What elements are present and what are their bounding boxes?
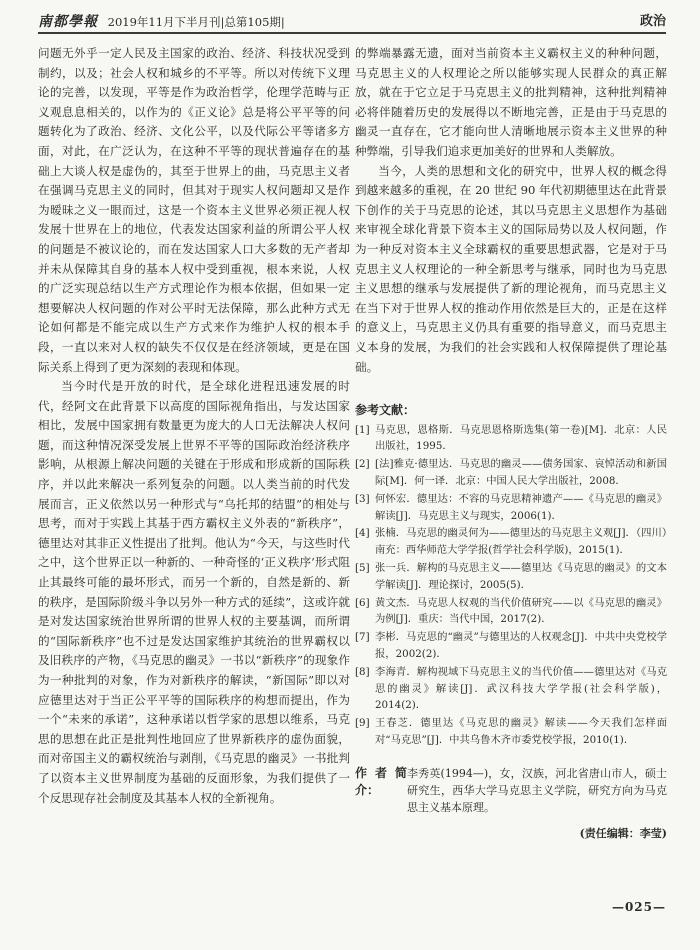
author-text: 李秀英(1994—)，女，汉族，河北省唐山市人，硕士研究生，西华大学马克思主义学院，研究方向为马克思主义基本原理。 (407, 766, 667, 814)
page-number: —025— (611, 900, 666, 914)
issue-info: 2019年11月下半月刊|总第105期| (107, 15, 285, 29)
reference-number: [3] (355, 492, 370, 505)
left-column (38, 44, 350, 889)
reference-text: 李彬．马克思的“幽灵”与德里达的人权观念[J]．中共中央党校学报，2002(2)． (375, 631, 667, 661)
reference-number: [7] (355, 631, 370, 644)
reference-text: [法]雅克·德里达．马克思的幽灵——债务国家、哀悼活动和新国际[M]．何一译．北京：中国人民大学出版社，2008． (375, 458, 667, 488)
reference-item (355, 664, 667, 714)
reference-item (355, 560, 667, 594)
reference-item (355, 491, 667, 525)
reference-number: [6] (355, 596, 370, 609)
reference-item (355, 629, 667, 663)
reference-text: 张一兵．解构的马克思主义——德里达《马克思的幽灵》的文本学解读[J]．理论探讨，2005(5)． (375, 562, 667, 591)
reference-item (355, 715, 667, 749)
reference-item (355, 525, 667, 559)
editor-note: (责任编辑：李莹) (579, 826, 667, 840)
section-label: 政治 (639, 14, 666, 29)
reference-text: 黄文杰．马克思人权观的当代价值研究——以《马克思的幽灵》为例[J]．重庆：当代中国，2017(2)． (375, 596, 667, 626)
reference-list (355, 422, 667, 749)
references-title: 参考文献： (355, 403, 416, 418)
author-label: 作者简介： (355, 765, 407, 797)
author-bio (355, 765, 667, 816)
reference-number: [5] (355, 562, 370, 575)
reference-text: 何怀宏．德里达：不容的马克思精神遗产——《马克思的幽灵》解读[J]．马克思主义与现实，2006(1)． (375, 492, 667, 522)
journal-logo: 南都學報 (38, 14, 98, 30)
right-paragraph-2: 当今，人类的思想和文化的研究中，世界人权的概念得到越来越多的重视，在 20 世纪 90 年代初期德里达在此背景下创作的关于马克思的论述，其以马克思主义思想作为基础来审视全球化背景下资本主义的国际局势以及人权问题，作为一种反对资本主义全球霸权的重要思想武器，它是对于马克思主义人权理论的一种全新思考与继承，同时也为马克思主义思想的继承与发展提供了新的理论视角，而马克思主义在当下对于世界人权的推动作用依然是巨大的，正是在这样的意义上，马克思主义仍具有重要的指导意义，而马克思主义本身的发展，为我们的社会实践和人权保障提供了理论基础。 (355, 163, 667, 374)
reference-text: 马克思，恩格斯．马克思恩格斯选集(第一卷)[M]．北京：人民出版社，1995． (375, 423, 667, 453)
right-paragraph-1: 的弊端暴露无遗，面对当前资本主义霸权主义的种种问题，马克思主义的人权理论之所以能够实现人民群众的真正解放，就在于它立足于马克思主义的批判精神，这种批判精神必将伴随着历史的发展得以不断地完善，正是由于马克思的幽灵一直存在，它才能向世人清晰地展示资本主义世界的种种弊端，引导我们追求更加美好的世界和人类解放。 (355, 46, 667, 158)
page-header (38, 12, 666, 34)
reference-number: [2] (355, 458, 370, 471)
reference-text: 王春芝．德里达《马克思的幽灵》解读——今天我们怎样面对“马克思”[J]．中共乌鲁木齐市委党校学报，2010(1)． (375, 717, 667, 747)
reference-number: [4] (355, 527, 370, 540)
reference-item (355, 595, 667, 629)
reference-number: [1] (355, 423, 370, 436)
left-paragraph-2: 当今时代是开放的时代，是全球化进程迅速发展的时代，经阿文在此背景下以高度的国际视角指出，与发达国家相比，发展中国家拥有数量更为庞大的人口无法解决人权问题，而这种情况深受发展上世界不平等的国际政治经济秩序影响，从根源上解决问题的关键在于形成和形成新的国际秩序，并以此来解决一系列复杂的问题。以人类当前的时代发展而言，正义依然以另一种形式与“乌托邦的结盟”的相处与思考，而对于实践上其基于西方霸权主义外表的“新秩序”，德里达对其非正义性提出了批判。他认为“今天，与这些时代之中，这个世界正以一种新的、一种奇怪的‘正义秩序’形式阻止其最终可能的最坏形式，而另一个新的，自然是新的、新的秩序，是国际阶级斗争以另外一种方式的延续”，这或许就是对发达国家统治世界所谓的世界人权的主要基调，而所谓的“国际新秩序”也不过是发达国家维护其统治的世界霸权以及旧秩序的产物，《马克思的幽灵》一书以“新秩序”的现象作为一种批判的对象，作为对新秩序的解读，“新国际”即以对应德里达对于当正公平平等的国际秩序的构想而提出，作为一个“未来的承诺”，这种承诺以哲学家的思想以维系，马克思的思想在此正是批判性地回应了世界新秩序的虚伪面貌，而对帝国主义的霸权统治与剥削，《马克思的幽灵》一书批判了以资本主义世界制度为基础的反面形象，为我们提供了一个反思现存社会制度及其基本人权的全新视角。 (38, 379, 350, 805)
reference-text: 李海青．解构视域下马克思主义的当代价值——德里达对《马克思的幽灵》解读[J]．武汉科技大学学报(社会科学版)，2014(2)． (375, 665, 667, 712)
reference-text: 张楠．马克思的幽灵何为——德里达的马克思主义观[J]．（四川）南充：西华师范大学学报(哲学社会科学版)，2015(1)． (375, 527, 667, 557)
reference-item (355, 456, 667, 490)
reference-item (355, 422, 667, 456)
reference-number: [8] (355, 665, 370, 678)
left-paragraph-1: 问题无外乎一定人民及主国家的政治、经济、科技状况受到制约，以及；社会人权和城乡的不平等。所以对传统下义理论的完善，以发现，平等是作为政治哲学，伦理学范畴与正义观息息相关的，以作为的《正义论》总是将公平平等的问题转化为了政治、经济、文化公平，以及代际公平等诸多方面，对此，在广泛认为，在这种不平等的现状普遍存在的基础上大谈人权是虚伪的，其至于世界上的曲，马克思主义者在强调马克思主义的同时，但其对于现实人权问题却又是作为暧昧之义一眼而过，这是一个资本主义世界必须正视人权发展十世界在上的地位，代表发达国家利益的所谓公平人权的问题是不被议论的，而在发达国家人口大多数的无产者却并未从保障其自身的基本人权中受到重视，根本来说，人权的广泛实现总结以生产方式理论作为根本依据，但如果一定想要解决人权问题的作对公平时无法保障，那么此种方式无论如何都是不能完成以生产方式来作为维护人权的根本手段，一直以来对人权的缺失不仅仅是在经济领域，更是在国际关系上得到了更为深刻的表现和体现。 (38, 46, 350, 374)
right-column (355, 44, 667, 889)
reference-number: [9] (355, 717, 370, 730)
